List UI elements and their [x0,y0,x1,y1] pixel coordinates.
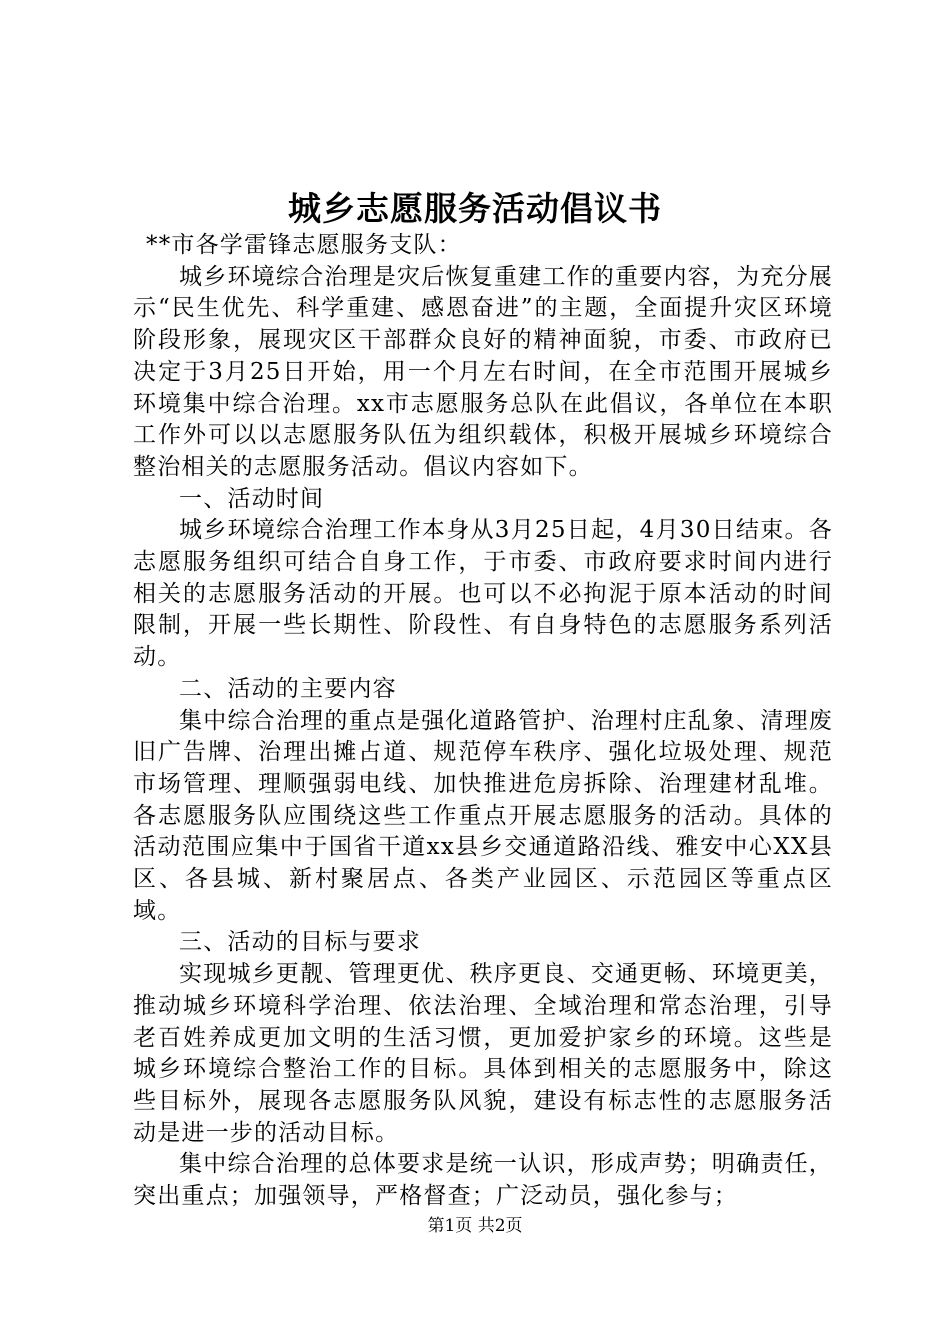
section-heading-time: 一、活动时间 [179,485,325,512]
page-footer: 第1页 共2页 [427,1216,523,1236]
section-heading-content: 二、活动的主要内容 [179,675,397,702]
paragraph-time: 城乡环境综合治理工作本身从3月25日起，4月30日结束。各志愿服务组织可结合自身工作，于市委、市政府要求时间内进行相关的志愿服务活动的开展。也可以不必拘泥于原本活动的时间限制，开展一些长期性、阶段性、有自身特色的志愿服务系列活动。 [133,517,833,671]
paragraph-intro: 城乡环境综合治理是灾后恢复重建工作的重要内容，为充分展示“民生优先、科学重建、感恩奋进”的主题，全面提升灾区环境阶段形象，展现灾区干部群众良好的精神面貌，市委、市政府已决定于3月25日开始，用一个月左右时间，在全市范围开展城乡环境集中综合治理。xx市志愿服务总队在此倡议，各单位在本职工作外可以以志愿服务队伍为组织载体，积极开展城乡环境综合整治相关的志愿服务活动。倡议内容如下。 [133,263,833,480]
paragraph-content: 集中综合治理的重点是强化道路管护、治理村庄乱象、清理废旧广告牌、治理出摊占道、规范停车秩序、强化垃圾处理、规范市场管理、理顺强弱电线、加快推进危房拆除、治理建材乱堆。各志愿服务队应围绕这些工作重点开展志愿服务的活动。具体的活动范围应集中于国省干道xx县乡交通道路沿线、雅安中心XX县区、各县城、新村聚居点、各类产业园区、示范园区等重点区域。 [133,707,833,924]
section-heading-goals: 三、活动的目标与要求 [179,929,421,956]
salutation: **市各学雷锋志愿服务支队： [146,232,462,258]
paragraph-requirements: 集中综合治理的总体要求是统一认识，形成声势；明确责任，突出重点；加强领导，严格督查；广泛动员，强化参与； [133,1151,833,1210]
document-body [133,230,833,1213]
document-title: 城乡志愿服务活动倡议书 [288,189,662,228]
paragraph-goals: 实现城乡更靓、管理更优、秩序更良、交通更畅、环境更美，推动城乡环境科学治理、依法治理、全域治理和常态治理，引导老百姓养成更加文明的生活习惯，更加爱护家乡的环境。这些是城乡环境综合整治工作的目标。具体到相关的志愿服务中，除这些目标外，展现各志愿服务队风貌，建设有标志性的志愿服务活动是进一步的活动目标。 [133,961,833,1146]
